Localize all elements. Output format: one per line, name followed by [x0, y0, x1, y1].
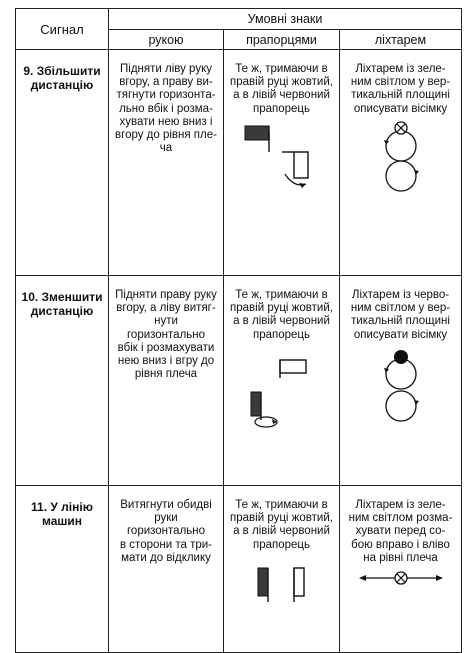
lantern-description: Ліхтарем із черво- ним світлом у вер- тикальній площині описувати вісімку — [340, 276, 462, 486]
horizontal-swing-icon — [351, 567, 451, 589]
header-symbols: Умовні знаки — [109, 9, 462, 30]
header-hand: рукою — [109, 30, 224, 50]
table-row — [16, 486, 462, 653]
flags-diagram — [232, 562, 332, 610]
signal-name: 9. Збільшити дистанцію — [16, 50, 109, 276]
flags-description: Те ж, тримаючи в правій руці жовтий, а в лівій червоний прапорець — [224, 50, 340, 276]
figure-eight-red-icon — [371, 344, 431, 436]
flags-diagram — [232, 354, 332, 444]
header-signal: Сигнал — [16, 9, 109, 50]
lantern-description: Ліхтарем із зеле- ним світлом у вер- тикальній площині описувати вісімку — [340, 50, 462, 276]
signals-table — [15, 8, 462, 653]
flags-description: Те ж, тримаючи в правій руці жовтий, а в лівій червоний прапорець — [224, 276, 340, 486]
hand-description: Витягнути обидві руки горизонтально в сторони та три- мати до відклику — [109, 486, 224, 653]
lantern-description: Ліхтарем із зеле- ним світлом розма- хувати перед со- бою вправо і вліво на рівні плеча — [340, 486, 462, 653]
hand-description: Підняти ліву руку вгору, а праву ви- тягнути горизонта- льно вбік і розма- хувати нею вниз і вгору до рівня пле- ча — [109, 50, 224, 276]
signal-name: 11. У лінію машин — [16, 486, 109, 653]
figure-eight-green-icon — [371, 118, 431, 203]
flags-description: Те ж, тримаючи в правій руці жовтий, а в лівій червоний прапорець — [224, 486, 340, 653]
signal-name: 10. Зменшити дистанцію — [16, 276, 109, 486]
table-row — [16, 276, 462, 486]
table-row — [16, 50, 462, 276]
header-lantern: ліхтарем — [340, 30, 462, 50]
header-flags: прапорцями — [224, 30, 340, 50]
flags-diagram — [232, 122, 332, 217]
hand-description: Підняти праву руку вгору, а ліву витяг- нути горизонтально вбік і розмахувати нею вниз і вгру до рівня плеча — [109, 276, 224, 486]
